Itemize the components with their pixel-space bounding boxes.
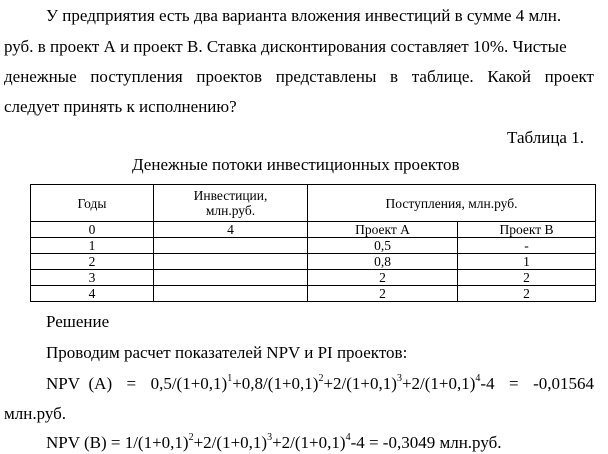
cell-project-b: 2 bbox=[458, 286, 596, 302]
npv-a-exp-4: 4 bbox=[475, 373, 481, 385]
table-row bbox=[31, 254, 596, 270]
cell-project-b: 1 bbox=[458, 254, 596, 270]
cell-project-b: Проект В bbox=[458, 222, 596, 238]
npv-a-term-3: +2/(1+0,1) bbox=[323, 374, 397, 393]
npv-a-equals: = bbox=[126, 374, 137, 393]
npv-a-result: -0,01564 bbox=[533, 374, 594, 393]
npv-b-term-2: +2/(1+0,1) bbox=[193, 433, 268, 452]
cell-investment bbox=[154, 254, 308, 270]
cell-year: 4 bbox=[31, 286, 154, 302]
npv-a-label: NPV (А) bbox=[46, 374, 113, 393]
cell-investment bbox=[154, 238, 308, 254]
npv-a-term-4: +2/(1+0,1) bbox=[401, 374, 476, 393]
npv-a-term-1: 0,5/(1+0,1) bbox=[150, 374, 228, 393]
cell-project-a: 2 bbox=[308, 286, 458, 302]
table-row bbox=[31, 238, 596, 254]
cash-flow-table bbox=[30, 184, 596, 302]
table-row bbox=[31, 286, 596, 302]
table-row bbox=[31, 222, 596, 238]
npv-a-formula bbox=[46, 374, 594, 394]
npv-a-unit: млн.руб. bbox=[4, 404, 67, 423]
npv-a-exp-3: 3 bbox=[396, 373, 402, 385]
cell-project-a: 0,5 bbox=[308, 238, 458, 254]
cell-project-b: 2 bbox=[458, 270, 596, 286]
npv-b-term-1: 1/(1+0,1) bbox=[124, 433, 189, 452]
table-row bbox=[31, 270, 596, 286]
npv-a-term-2: +0,8/(1+0,1) bbox=[232, 374, 319, 393]
cell-investment: 4 bbox=[154, 222, 308, 238]
npv-b-exp-2: 3 bbox=[267, 432, 273, 444]
npv-b-term-3: +2/(1+0,1) bbox=[272, 433, 346, 452]
cell-year: 2 bbox=[31, 254, 154, 270]
cell-year: 3 bbox=[31, 270, 154, 286]
cell-year: 0 bbox=[31, 222, 154, 238]
header-investments-text: Инвестиции, млн.руб. bbox=[193, 188, 268, 218]
solution-intro: Проводим расчет показателей NPV и PI проектов: bbox=[46, 343, 408, 362]
solution-heading: Решение bbox=[46, 312, 110, 331]
npv-b-exp-3: 4 bbox=[345, 432, 351, 444]
npv-a-exp-2: 2 bbox=[318, 373, 324, 385]
cell-project-b: - bbox=[458, 238, 596, 254]
cell-project-a: 2 bbox=[308, 270, 458, 286]
npv-a-expression bbox=[151, 374, 495, 394]
cell-project-a: Проект А bbox=[308, 222, 458, 238]
header-years: Годы bbox=[31, 185, 154, 222]
npv-a-term-5: -4 bbox=[480, 374, 495, 393]
table-label: Таблица 1. bbox=[507, 128, 584, 147]
cell-year: 1 bbox=[31, 238, 154, 254]
cell-investment bbox=[154, 270, 308, 286]
cell-investment bbox=[154, 286, 308, 302]
problem-line-1: У предприятия есть два варианта вложения инвестиций в сумме 4 млн. bbox=[46, 6, 562, 25]
npv-b-formula bbox=[46, 433, 502, 453]
header-receipts: Поступления, млн.руб. bbox=[308, 185, 596, 222]
problem-line-4: следует принять к исполнению? bbox=[4, 97, 237, 116]
table-header-row bbox=[31, 185, 596, 222]
npv-b-label: NPV (В) = bbox=[46, 433, 121, 452]
npv-a-exp-1: 1 bbox=[227, 373, 233, 385]
problem-line-2: руб. в проект А и проект В. Ставка дисконтирования составляет 10%. Чистые bbox=[4, 37, 567, 56]
npv-b-term-4: -4 = -0,3049 млн.руб. bbox=[350, 433, 502, 452]
table-title: Денежные потоки инвестиционных проектов bbox=[132, 155, 460, 174]
header-investments bbox=[154, 185, 308, 222]
cell-project-a: 0,8 bbox=[308, 254, 458, 270]
npv-b-exp-1: 2 bbox=[188, 432, 194, 444]
npv-a-eq: = bbox=[509, 374, 519, 393]
problem-line-3: денежные поступления проектов представлены в таблице. Какой проект bbox=[4, 67, 594, 86]
